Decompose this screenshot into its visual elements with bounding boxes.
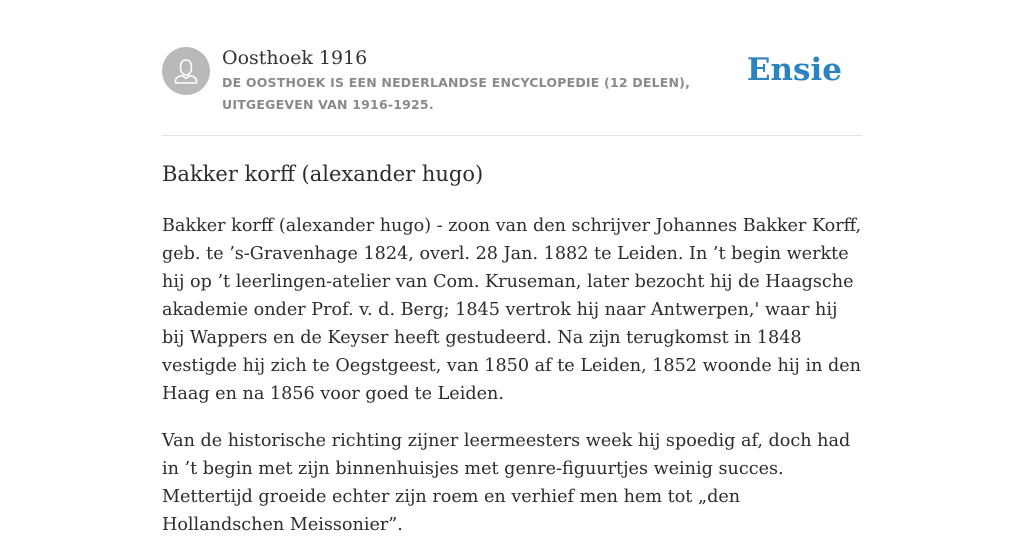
header-divider xyxy=(162,135,862,136)
source-description: DE OOSTHOEK IS EEN NEDERLANDSE ENCYCLOPEDIE (12 DELEN), UITGEGEVEN VAN 1916-1925. xyxy=(222,75,691,112)
article-paragraph: Bakker korff (alexander hugo) - zoon van den schrijver Johannes Bakker Korff, geb. te ’s-Gravenhage 1824, overl. 28 Jan. 1882 te Leiden. In ’t begin werkte hij op ’t leerlingen-atelier van Com. Kruseman, later bezocht hij de Haagsche akademie onder Prof. v. d. Berg; 1845 vertrok hij naar Antwerpen,' waar hij bij Wappers en de Keyser heeft gestudeerd. Na zijn terugkomst in 1848 vestigde hij zich te Oegstgeest, van 1850 af te Leiden, 1852 woonde hij in den Haag en na 1856 voor goed te Leiden. xyxy=(162,216,862,404)
source-header xyxy=(162,44,862,124)
ensie-logo[interactable]: Ensie xyxy=(746,52,842,88)
article-paragraph: Van de historische richting zijner leermeesters week hij spoedig af, doch had in ’t begin met zijn binnenhuisjes met genre-figuurtjes weinig succes. Mettertijd groeide echter zijn roem en verhief men hem tot „den Hollandschen Meissonier”. xyxy=(162,431,851,535)
user-silhouette-icon[interactable] xyxy=(162,47,210,95)
article-title: Bakker korff (alexander hugo) xyxy=(162,162,484,186)
source-name[interactable]: Oosthoek 1916 xyxy=(222,47,368,69)
article-body xyxy=(162,212,862,558)
